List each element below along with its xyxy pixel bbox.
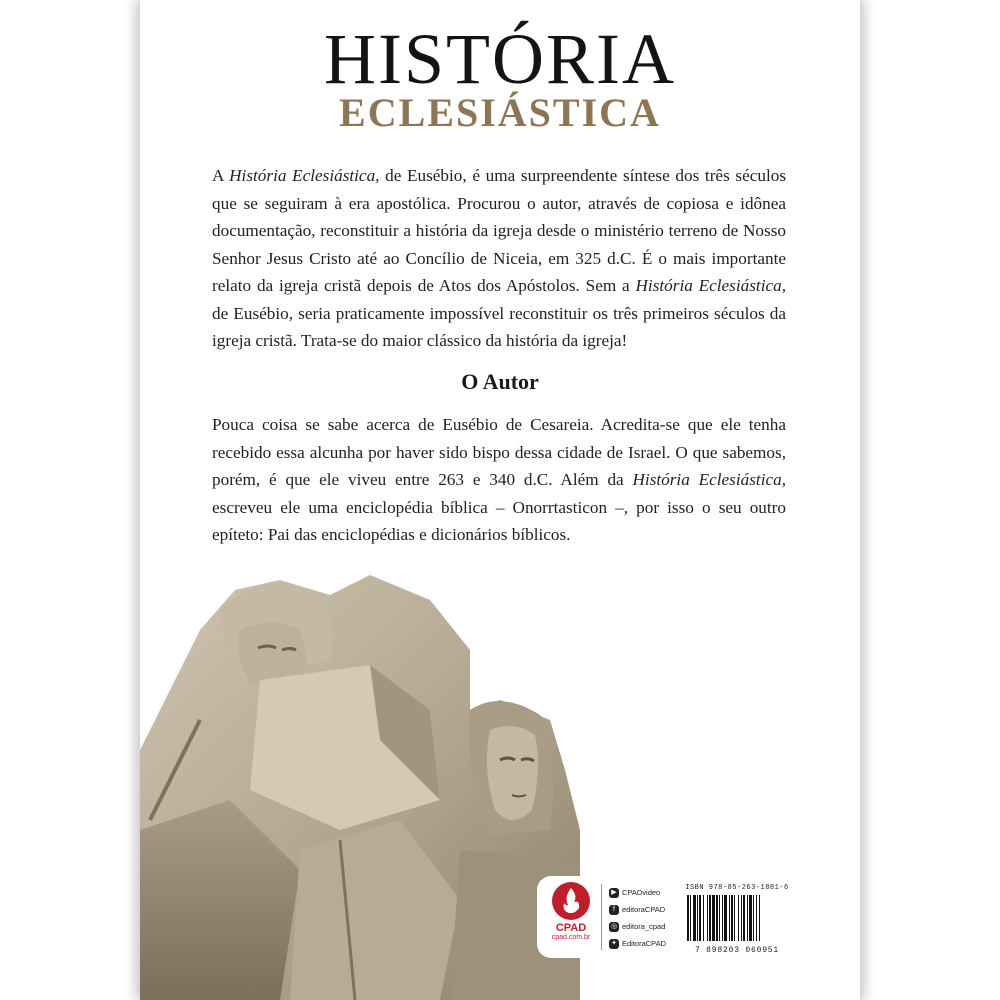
barcode-bar (697, 895, 698, 941)
text-run: Pouca coisa se sabe acerca de Eusébio de Cesareia. Acredita-se que ele tenha recebido essa alcunha por haver sido bispo dessa cidade de Israel. O que sabemos, porém, é que ele viveu entre 263 e 340 d.C. Além da (212, 415, 786, 489)
author-paragraph (212, 411, 786, 549)
barcode-bar (734, 895, 735, 941)
barcode-bar (693, 895, 696, 941)
barcode-graphic (685, 895, 789, 941)
intro-paragraph (212, 162, 786, 355)
barcode-bar (731, 895, 733, 941)
barcode-bar (756, 895, 757, 941)
cover-subtitle: ECLESIÁSTICA (339, 90, 661, 135)
publisher-name: CPAD (555, 922, 587, 934)
stone-sculpture-illustration (140, 570, 580, 1000)
barcode-bar (722, 895, 723, 941)
barcode-bar (729, 895, 730, 941)
barcode-bar (690, 895, 691, 941)
barcode-bar (738, 895, 739, 941)
social-handle: editoraCPAD (622, 905, 666, 914)
italic-title-run: História Eclesiástica (632, 470, 782, 489)
barcode-bar (716, 895, 718, 941)
barcode-bar (749, 895, 752, 941)
social-row-video[interactable] (609, 884, 689, 901)
facebook-icon: f (609, 905, 619, 915)
text-run: , escreveu ele uma enciclopédia bíblica – Onorrtasticon –, por isso o seu outro epíteto: Pai das enciclopédias e dicionários bíblicos. (212, 470, 786, 544)
cover-title: HISTÓRIA (324, 19, 676, 99)
barcode-block (685, 884, 789, 955)
barcode-bar (707, 895, 708, 941)
back-cover (140, 0, 860, 1000)
social-row-twitter[interactable] (609, 935, 689, 952)
social-handle: EditoraCPAD (622, 939, 667, 948)
barcode-bar (687, 895, 689, 941)
text-run: de Eusébio, seria praticamente impossível reconstituir os três primeiros séculos da igreja cristã. Trata-se do maior clássico da história da igreja! (212, 303, 786, 350)
barcode-bar (709, 895, 711, 941)
author-heading: O Autor (461, 369, 539, 394)
social-handle: editora_cpad (622, 922, 666, 931)
barcode-number: 7 898203 060951 (694, 946, 779, 955)
badge-divider (601, 884, 602, 950)
social-row-facebook[interactable] (609, 901, 689, 918)
barcode-bar (712, 895, 715, 941)
flame-icon (552, 882, 590, 920)
cpad-logo (547, 882, 595, 956)
text-run: de Eusébio, é uma surpreendente síntese dos três séculos que se seguiram à era apostólica. Procurou o autor, através de copiosa e idônea documentação, reconstituir a história da igreja desde o ministério terreno de Nosso Senhor Jesus Cristo até ao Concílio de Niceia, em 325 d.C. É o mais importante relato da igreja cristã depois de Atos dos Apóstolos. Sem a (212, 166, 787, 295)
twitter-icon: ✦ (609, 939, 619, 949)
video-icon: ▶ (609, 888, 619, 898)
social-row-instagram[interactable] (609, 918, 689, 935)
publisher-badge (537, 876, 795, 958)
barcode-bar (747, 895, 748, 941)
isbn-text: ISBN 978-85-263-1881-6 (685, 884, 789, 892)
barcode-bar (699, 895, 701, 941)
barcode-bar (741, 895, 742, 941)
barcode-bar (759, 895, 760, 941)
barcode-bar (703, 895, 704, 941)
barcode-bar (724, 895, 727, 941)
instagram-icon: ◎ (610, 922, 618, 930)
barcode-bar (719, 895, 720, 941)
barcode-bar (753, 895, 754, 941)
social-links (609, 884, 689, 952)
publisher-url: cpad.com.br (551, 934, 591, 941)
text-run: A (212, 166, 230, 185)
italic-title-run: História Eclesiástica, (229, 166, 380, 185)
barcode-bar (743, 895, 745, 941)
social-handle: CPADvideo (622, 888, 661, 897)
italic-title-run: História Eclesiástica, (635, 276, 786, 295)
